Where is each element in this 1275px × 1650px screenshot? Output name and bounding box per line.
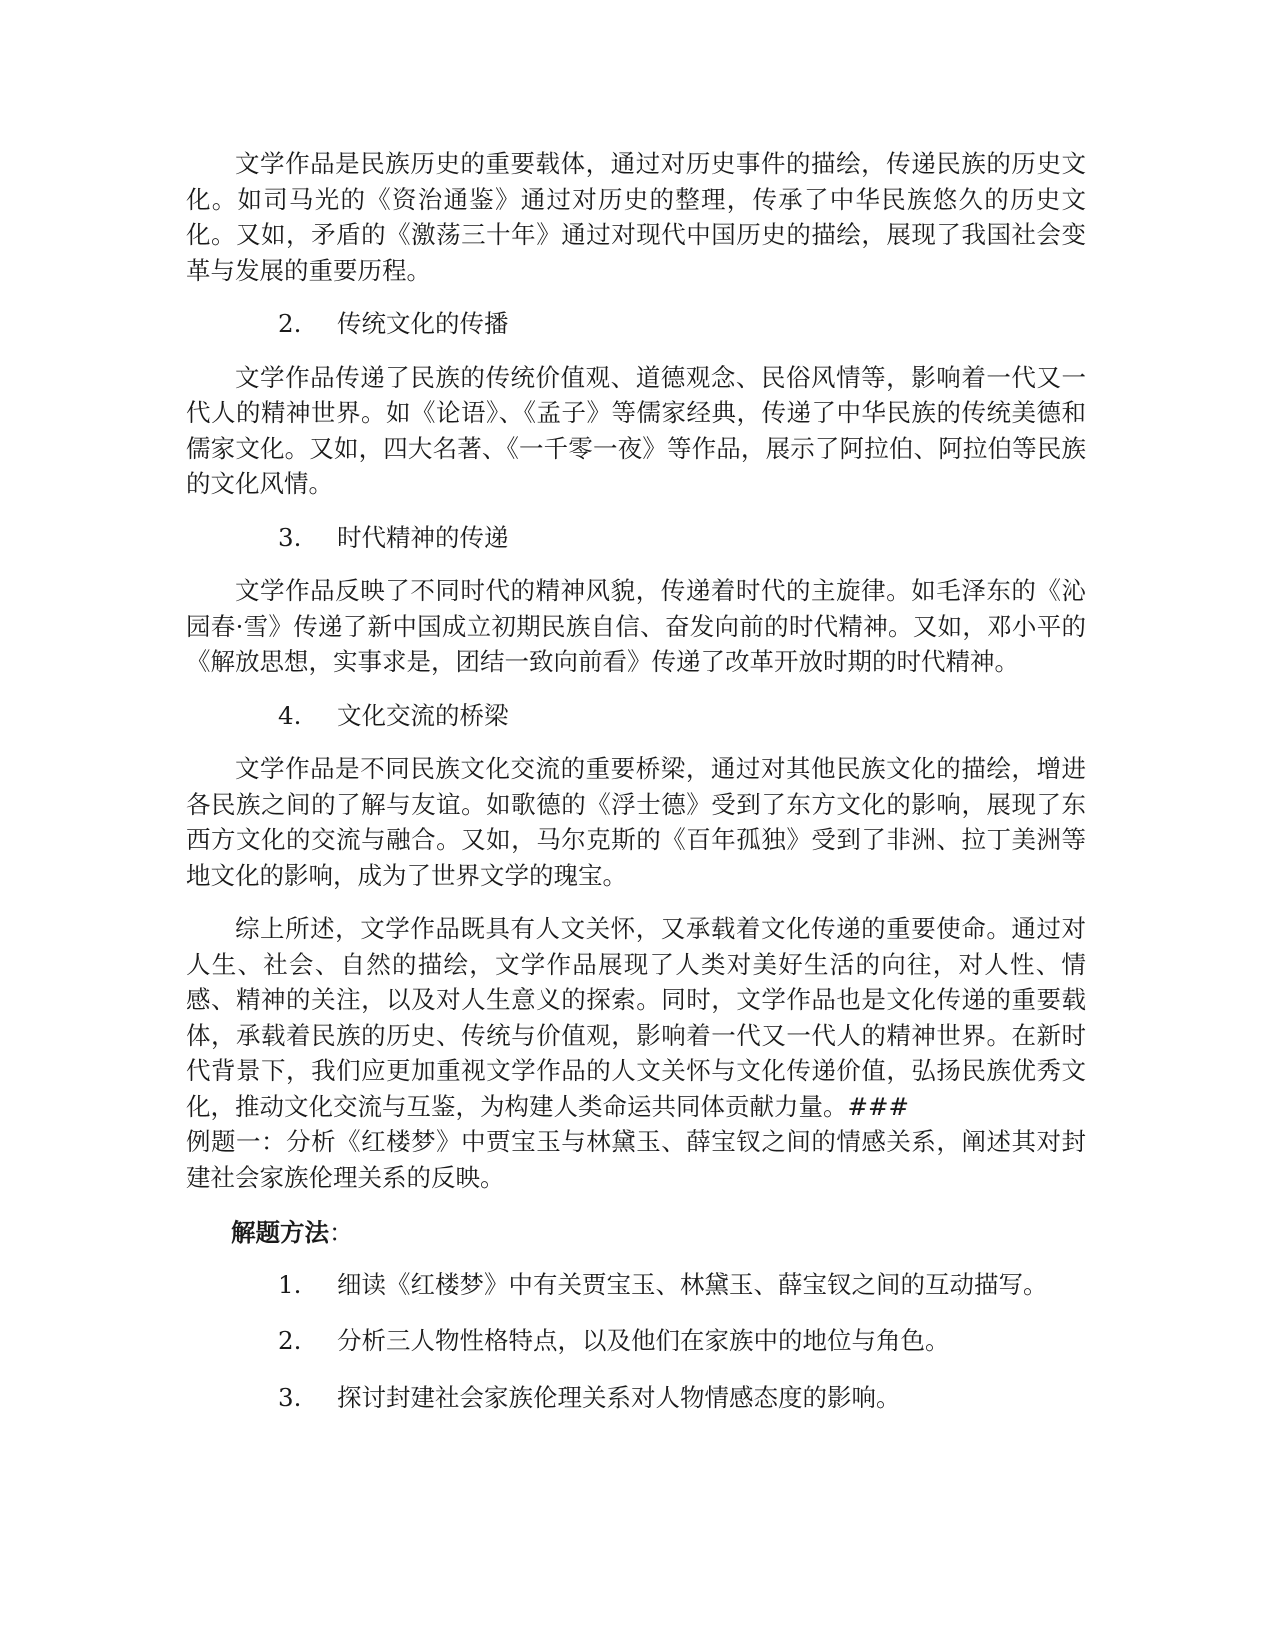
example-question: 例题一：分析《红楼梦》中贾宝玉与林黛玉、薛宝钗之间的情感关系，阐述其对封建社会家族伦理关系的反映。 xyxy=(186,1127,1086,1192)
section-title: 时代精神的传递 xyxy=(337,522,509,552)
section-title: 文化交流的桥梁 xyxy=(337,700,509,730)
document-page xyxy=(186,146,1086,1436)
section-number: 2. xyxy=(278,309,302,338)
step-number: 2. xyxy=(278,1326,302,1355)
paragraph-tradition: 文学作品传递了民族的传统价值观、道德观念、民俗风情等，影响着一代又一代人的精神世界。如《论语》、《孟子》等儒家经典，传递了中华民族的传统美德和儒家文化。又如，四大名著、《一千零一夜》等作品，展示了阿拉伯、阿拉伯等民族的文化风情。 xyxy=(186,362,1086,498)
section-number: 3. xyxy=(278,522,302,552)
step-text: 分析三人物性格特点，以及他们在家族中的地位与角色。 xyxy=(337,1326,950,1355)
step-number: 1. xyxy=(278,1269,302,1299)
paragraph-history: 文学作品是民族历史的重要载体，通过对历史事件的描绘，传递民族的历史文化。如司马光的《资治通鉴》通过对历史的整理，传承了中华民族悠久的历史文化。又如，矛盾的《激荡三十年》通过对现代中国历史的描绘，展现了我国社会变革与发展的重要历程。 xyxy=(186,149,1086,285)
section-number: 4. xyxy=(278,700,302,730)
method-heading-colon: ： xyxy=(329,1218,354,1247)
method-heading xyxy=(186,1215,1086,1251)
paragraph-summary: 综上所述，文学作品既具有人文关怀，又承载着文化传递的重要使命。通过对人生、社会、自然的描绘，文学作品展现了人类对美好生活的向往，对人性、情感、精神的关注，以及对人生意义的探索。同时，文学作品也是文化传递的重要载体，承载着民族的历史、传统与价值观，影响着一代又一代人的精神世界。在新时代背景下，我们应更加重视文学作品的人文关怀与文化传递价值，弘扬民族优秀文化，推动文化交流与互鉴，为构建人类命运共同体贡献力量。### xyxy=(186,914,1086,1121)
paragraph-exchange: 文学作品是不同民族文化交流的重要桥梁，通过对其他民族文化的描绘，增进各民族之间的了解与友谊。如歌德的《浮士德》受到了东方文化的影响，展现了东西方文化的交流与融合。又如，马尔克斯的《百年孤独》受到了非洲、拉丁美洲等地文化的影响，成为了世界文学的瑰宝。 xyxy=(186,754,1086,890)
section-heading-3 xyxy=(186,520,1086,556)
step-number: 3. xyxy=(278,1382,302,1412)
step-text: 细读《红楼梦》中有关贾宝玉、林黛玉、薛宝钗之间的互动描写。 xyxy=(337,1269,1048,1299)
section-heading-2 xyxy=(186,306,1086,342)
section-heading-4 xyxy=(186,698,1086,734)
method-step-3 xyxy=(186,1380,1086,1416)
section-title: 传统文化的传播 xyxy=(337,309,509,338)
paragraph-era-spirit: 文学作品反映了不同时代的精神风貌，传递着时代的主旋律。如毛泽东的《沁园春·雪》传递了新中国成立初期民族自信、奋发向前的时代精神。又如，邓小平的《解放思想，实事求是，团结一致向前看》传递了改革开放时期的时代精神。 xyxy=(186,576,1086,676)
method-heading-label: 解题方法 xyxy=(231,1218,329,1247)
method-step-1 xyxy=(186,1267,1086,1303)
method-step-2 xyxy=(186,1323,1086,1359)
step-text: 探讨封建社会家族伦理关系对人物情感态度的影响。 xyxy=(337,1382,901,1412)
